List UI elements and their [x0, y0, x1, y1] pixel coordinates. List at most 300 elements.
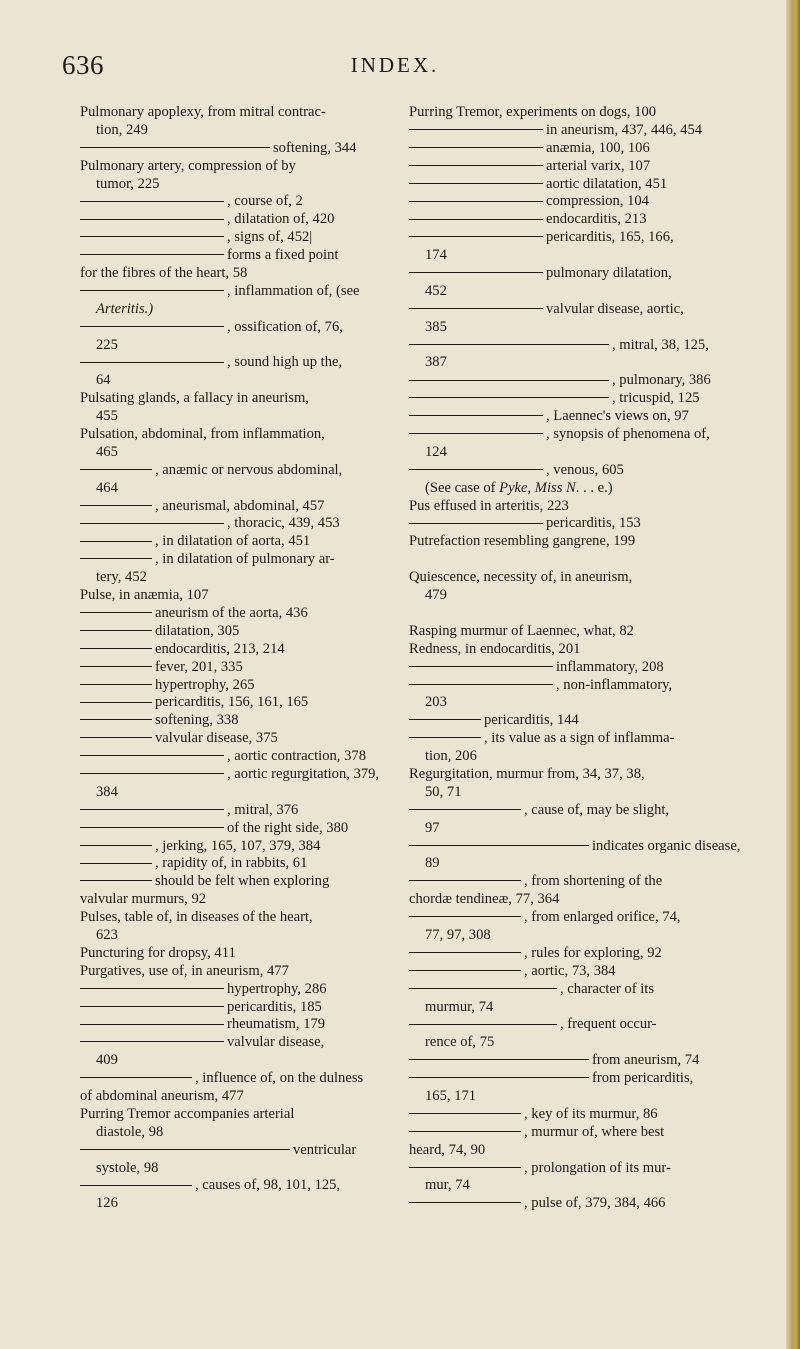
- entry-text: from aneurism, 74: [592, 1052, 700, 1069]
- index-entry-line: [80, 891, 387, 909]
- ditto-rule: [409, 845, 589, 846]
- index-entry-line: [409, 462, 721, 480]
- ditto-rule: [80, 1077, 192, 1078]
- entry-text: indicates organic disease,: [592, 837, 741, 854]
- index-entry-line: [80, 1016, 387, 1034]
- index-column-right: [409, 104, 741, 1213]
- index-entry-line: [80, 426, 387, 444]
- entry-text: , cause of, may be slight,: [524, 801, 670, 818]
- index-entry-line: [409, 1142, 721, 1160]
- index-entry-line: [409, 784, 721, 802]
- entry-text: Arteritis.): [96, 300, 154, 317]
- entry-text: 385: [425, 318, 447, 335]
- entry-text: 452: [425, 282, 447, 299]
- ditto-rule: [80, 630, 152, 631]
- index-entry-line: [80, 677, 387, 695]
- entry-text: 384: [96, 783, 118, 800]
- ditto-rule: [409, 147, 543, 148]
- index-entry-line: [409, 319, 721, 337]
- index-entry-line: [409, 140, 721, 158]
- entry-text: , aortic, 73, 384: [524, 962, 616, 979]
- entry-text: of the right side, 380: [227, 819, 349, 836]
- entry-text: , key of its murmur, 86: [524, 1105, 658, 1122]
- entry-text-tail: . . . e.): [575, 479, 613, 496]
- entry-text: , pulse of, 379, 384, 466: [524, 1195, 666, 1212]
- page-number: 636: [62, 50, 104, 80]
- entry-text: 89: [425, 855, 440, 872]
- index-entry-line: [80, 909, 387, 927]
- entry-text: , venous, 605: [546, 461, 624, 478]
- ditto-rule: [80, 523, 224, 524]
- ditto-rule: [409, 1024, 557, 1025]
- index-entry-line: [409, 498, 721, 516]
- entry-text: , aortic contraction, 378: [227, 748, 366, 765]
- index-entry-line: [409, 1088, 721, 1106]
- index-entry-line: [80, 211, 387, 229]
- index-entry-line: [409, 1160, 721, 1178]
- index-entry-line: [80, 372, 387, 390]
- entry-text: 623: [96, 926, 118, 943]
- ditto-rule: [409, 684, 553, 685]
- index-entry-line: [80, 1177, 387, 1195]
- entry-text: , ossification of, 76,: [227, 318, 343, 335]
- entry-text: 97: [425, 819, 440, 836]
- entry-text: Rasping murmur of Laennec, what, 82: [409, 622, 634, 639]
- index-entry-line: [80, 301, 387, 319]
- entry-text: rence of, 75: [425, 1034, 495, 1051]
- ditto-rule: [409, 1202, 521, 1203]
- index-entry-line: [409, 694, 721, 712]
- ditto-rule: [80, 845, 152, 846]
- ditto-rule: [80, 702, 152, 703]
- index-entry-line: [80, 498, 387, 516]
- index-entry-line: [409, 247, 721, 265]
- ditto-rule: [409, 970, 521, 971]
- ditto-rule: [409, 165, 543, 166]
- entry-text: pericarditis, 185: [227, 998, 322, 1015]
- index-entry-line: [409, 122, 721, 140]
- index-entry-line: [409, 712, 721, 730]
- entry-text: heard, 74, 90: [409, 1141, 486, 1158]
- index-entry-line: [409, 390, 721, 408]
- entry-text: , from enlarged orifice, 74,: [524, 909, 681, 926]
- index-entry-line: [409, 1052, 721, 1070]
- entry-text: , from shortening of the: [524, 873, 663, 890]
- page-header: [0, 40, 790, 88]
- index-entry-line: [80, 873, 387, 891]
- entry-text: chordæ tendineæ, 77, 364: [409, 891, 560, 908]
- ditto-rule: [80, 147, 270, 148]
- entry-text: , frequent occur-: [560, 1016, 657, 1033]
- entry-text: , non-inflammatory,: [556, 676, 673, 693]
- index-entry-line: [409, 766, 721, 784]
- entry-text: , in dilatation of pulmonary ar-: [155, 551, 335, 568]
- entry-text: Quiescence, necessity of, in aneurism,: [409, 569, 633, 586]
- index-entry-line: [80, 1106, 387, 1124]
- entry-text: tumor, 225: [96, 175, 160, 192]
- index-entry-line: [80, 444, 387, 462]
- ditto-rule: [409, 201, 543, 202]
- ditto-rule: [80, 236, 224, 237]
- index-entry-line: [409, 855, 721, 873]
- entry-text: 174: [425, 247, 447, 264]
- index-entry-line: [80, 641, 387, 659]
- entry-text: Putrefaction resembling gangrene, 199: [409, 533, 636, 550]
- index-entry-line: [80, 247, 387, 265]
- entry-text: of abdominal aneurism, 477: [80, 1087, 244, 1104]
- entry-text: , sound high up the,: [227, 354, 343, 371]
- entry-text: , rules for exploring, 92: [524, 944, 662, 961]
- index-entry-line: [80, 551, 387, 569]
- index-entry-line: [80, 730, 387, 748]
- ditto-rule: [409, 916, 521, 917]
- index-entry-line: [409, 981, 721, 999]
- index-entry-line: [409, 533, 721, 551]
- index-entry-line: [409, 1070, 721, 1088]
- index-entry-line: [80, 766, 387, 784]
- ditto-rule: [80, 1024, 224, 1025]
- index-entry-line: [409, 891, 721, 909]
- entry-text: pericarditis, 165, 166,: [546, 229, 674, 246]
- entry-text: 465: [96, 443, 118, 460]
- entry-text: Pulses, table of, in diseases of the heart,: [80, 909, 313, 926]
- entry-text: valvular disease, aortic,: [546, 300, 684, 317]
- ditto-rule: [80, 827, 224, 828]
- entry-text: hypertrophy, 286: [227, 980, 327, 997]
- index-entry-line: [80, 838, 387, 856]
- ditto-rule: [80, 880, 152, 881]
- index-entry-line: [409, 229, 721, 247]
- entry-text: , causes of, 98, 101, 125,: [195, 1177, 341, 1194]
- index-entry-line: [80, 462, 387, 480]
- index-entry-line: [80, 408, 387, 426]
- entry-text: , dilatation of, 420: [227, 211, 335, 228]
- index-entry-line: [409, 677, 721, 695]
- index-entry-line: [409, 283, 721, 301]
- index-entry-line: [409, 193, 721, 211]
- ditto-rule: [80, 290, 224, 291]
- entry-text: (See case of: [425, 479, 500, 496]
- ditto-rule: [409, 523, 543, 524]
- entry-text: endocarditis, 213, 214: [155, 640, 285, 657]
- entry-text: 203: [425, 694, 447, 711]
- index-entry-line: [409, 354, 721, 372]
- entry-text: 77, 97, 308: [425, 926, 491, 943]
- ditto-rule: [80, 666, 152, 667]
- index-entry-line: [80, 122, 387, 140]
- index-entry-line: [80, 927, 387, 945]
- entry-text: Purring Tremor accompanies arterial: [80, 1105, 295, 1122]
- entry-text: , aortic regurgitation, 379,: [227, 765, 380, 782]
- ditto-rule: [80, 254, 224, 255]
- entry-text: for the fibres of the heart, 58: [80, 265, 248, 282]
- ditto-rule: [409, 415, 543, 416]
- entry-text: pericarditis, 144: [484, 712, 579, 729]
- index-entry-line: [80, 193, 387, 211]
- index-entry-line: [409, 837, 741, 856]
- index-entry-line: [80, 1070, 387, 1088]
- entry-text: mur, 74: [425, 1177, 470, 1194]
- index-entry-line: [409, 372, 721, 390]
- index-entry-line: [409, 265, 721, 283]
- ditto-rule: [80, 648, 152, 649]
- entry-text: pericarditis, 156, 161, 165: [155, 694, 309, 711]
- entry-text: , synopsis of phenomena of,: [546, 426, 710, 443]
- entry-text: 64: [96, 372, 111, 389]
- entry-text: Pulse, in anæmia, 107: [80, 587, 209, 604]
- entry-text: , in dilatation of aorta, 451: [155, 533, 311, 550]
- ditto-rule: [80, 773, 224, 774]
- entry-text: diastole, 98: [96, 1123, 164, 1140]
- ditto-rule: [80, 684, 152, 685]
- index-entry-line: [409, 659, 721, 677]
- entry-text: 165, 171: [425, 1087, 477, 1104]
- entry-text: 479: [425, 587, 447, 604]
- ditto-rule: [409, 469, 543, 470]
- index-entry-line: [409, 623, 721, 641]
- ditto-rule: [409, 219, 543, 220]
- ditto-rule: [80, 612, 152, 613]
- index-entry-line: [80, 265, 387, 283]
- index-entry-line: [80, 999, 387, 1017]
- ditto-rule: [80, 755, 224, 756]
- entry-text: , aneurismal, abdominal, 457: [155, 497, 325, 514]
- entry-text: 50, 71: [425, 783, 462, 800]
- index-entry-line: [409, 480, 721, 498]
- ditto-rule: [409, 397, 609, 398]
- entry-text: 409: [96, 1052, 118, 1069]
- ditto-rule: [409, 433, 543, 434]
- entry-text: , prolongation of its mur-: [524, 1159, 671, 1176]
- index-entry-line: [409, 748, 721, 766]
- ditto-rule: [80, 219, 224, 220]
- entry-text: aneurism of the aorta, 436: [155, 604, 308, 621]
- index-entry-line: [80, 1124, 387, 1142]
- ditto-rule: [80, 737, 152, 738]
- entry-text: 455: [96, 408, 118, 425]
- entry-text: should be felt when exploring: [155, 873, 330, 890]
- entry-text: softening, 344: [273, 139, 357, 156]
- entry-text: tery, 452: [96, 569, 147, 586]
- index-entry-line: [409, 1195, 721, 1213]
- entry-text: , rapidity of, in rabbits, 61: [155, 855, 308, 872]
- entry-text: inflammatory, 208: [556, 658, 664, 675]
- ditto-rule: [80, 558, 152, 559]
- entry-text: Regurgitation, murmur from, 34, 37, 38,: [409, 765, 645, 782]
- index-entry-line: [80, 1195, 387, 1213]
- index-entry-line: [409, 802, 721, 820]
- index-entry-line: [409, 444, 721, 462]
- entry-text: in aneurism, 437, 446, 454: [546, 121, 703, 138]
- index-entry-line: [409, 641, 721, 659]
- entry-text: valvular murmurs, 92: [80, 891, 207, 908]
- index-entry-line: [80, 712, 387, 730]
- entry-text: compression, 104: [546, 193, 649, 210]
- entry-text: Pus effused in arteritis, 223: [409, 497, 569, 514]
- ditto-rule: [409, 880, 521, 881]
- index-entry-line: [80, 533, 387, 551]
- index-entry-line: [80, 855, 387, 873]
- ditto-rule: [409, 952, 521, 953]
- entry-text: dilatation, 305: [155, 622, 240, 639]
- entry-text: Pulmonary artery, compression of by: [80, 157, 296, 174]
- index-entry-line: [80, 283, 387, 301]
- entry-text: anæmia, 100, 106: [546, 139, 650, 156]
- index-entry-line: [80, 515, 387, 533]
- index-entry-line: [80, 1088, 387, 1106]
- index-entry-line: [80, 104, 387, 122]
- entry-text: , jerking, 165, 107, 379, 384: [155, 837, 321, 854]
- index-entry-line: [80, 390, 387, 408]
- ditto-rule: [409, 1077, 589, 1078]
- index-entry-line: [80, 963, 387, 981]
- index-entry-line: [409, 211, 721, 229]
- ditto-rule: [80, 541, 152, 542]
- index-entry-line: [409, 551, 721, 569]
- ditto-rule: [409, 737, 481, 738]
- ditto-rule: [409, 666, 553, 667]
- index-entry-line: [409, 730, 721, 748]
- entry-text: , signs of, 452|: [227, 229, 313, 246]
- index-entry-line: [409, 873, 721, 891]
- index-entry-line: [409, 1124, 721, 1142]
- ditto-rule: [409, 809, 521, 810]
- index-entry-line: [80, 140, 387, 158]
- entry-text: rheumatism, 179: [227, 1016, 326, 1033]
- index-entry-line: [80, 176, 387, 194]
- index-entry-line: [409, 104, 721, 122]
- entry-text: murmur, 74: [425, 998, 494, 1015]
- ditto-rule: [409, 236, 543, 237]
- index-entry-line: [80, 605, 387, 623]
- index-entry-line: [80, 1142, 387, 1160]
- entry-text: , murmur of, where best: [524, 1123, 665, 1140]
- ditto-rule: [80, 201, 224, 202]
- index-entry-line: [409, 158, 721, 176]
- entry-text: tion, 249: [96, 121, 148, 138]
- index-entry-line: [80, 694, 387, 712]
- entry-text: pericarditis, 153: [546, 515, 641, 532]
- ditto-rule: [80, 1149, 290, 1150]
- ditto-rule: [80, 1006, 224, 1007]
- entry-text: softening, 338: [155, 712, 239, 729]
- index-entry-line: [80, 587, 387, 605]
- entry-text: arterial varix, 107: [546, 157, 651, 174]
- entry-text: Pulsating glands, a fallacy in aneurism,: [80, 390, 309, 407]
- ditto-rule: [80, 809, 224, 810]
- entry-text: 126: [96, 1195, 118, 1212]
- index-entry-line: [409, 587, 721, 605]
- index-entry-line: [80, 569, 387, 587]
- index-entry-line: [409, 927, 721, 945]
- entry-text: Purring Tremor, experiments on dogs, 100: [409, 104, 657, 120]
- index-entry-line: [409, 909, 721, 927]
- entry-text: 225: [96, 336, 118, 353]
- index-entry-line: [409, 1177, 721, 1195]
- entry-text: systole, 98: [96, 1159, 159, 1176]
- index-column-left: [80, 104, 387, 1213]
- index-entry-line: [80, 354, 387, 372]
- index-entry-line: [409, 820, 721, 838]
- index-entry-line: [80, 1052, 387, 1070]
- index-entry-line: [409, 426, 721, 444]
- entry-text: aortic dilatation, 451: [546, 175, 668, 192]
- ditto-rule: [80, 1041, 224, 1042]
- index-entry-line: [80, 337, 387, 355]
- entry-text: from pericarditis,: [592, 1070, 694, 1087]
- ditto-rule: [80, 719, 152, 720]
- index-entry-line: [409, 408, 721, 426]
- entry-text-italic: Pyke, Miss N: [499, 479, 576, 496]
- entry-text: , mitral, 376: [227, 801, 299, 818]
- index-entry-line: [80, 229, 387, 247]
- ditto-rule: [80, 505, 152, 506]
- entry-text: valvular disease, 375: [155, 730, 278, 747]
- index-entry-line: [409, 963, 721, 981]
- entry-text: , pulmonary, 386: [612, 372, 711, 389]
- index-entry-line: [80, 802, 387, 820]
- index-entry-line: [409, 1106, 721, 1124]
- ditto-rule: [80, 362, 224, 363]
- ditto-rule: [409, 1167, 521, 1168]
- index-entry-line: [80, 945, 387, 963]
- page-edge: [786, 0, 800, 1349]
- ditto-rule: [409, 380, 609, 381]
- index-entry-line: [409, 176, 721, 194]
- ditto-rule: [409, 1131, 521, 1132]
- ditto-rule: [409, 988, 557, 989]
- index-entry-line: [409, 301, 721, 319]
- entry-text: Purgatives, use of, in aneurism, 477: [80, 962, 289, 979]
- entry-text: ventricular: [293, 1141, 357, 1158]
- index-entry-line: [80, 659, 387, 677]
- index-entry-line: [409, 515, 721, 533]
- entry-text: valvular disease,: [227, 1034, 325, 1051]
- entry-text: hypertrophy, 265: [155, 676, 255, 693]
- index-entry-line: [80, 748, 387, 766]
- entry-text: , thoracic, 439, 453: [227, 515, 340, 532]
- entry-text: Puncturing for dropsy, 411: [80, 944, 236, 961]
- ditto-rule: [409, 344, 609, 345]
- ditto-rule: [409, 308, 543, 309]
- index-entry-line: [80, 1160, 387, 1178]
- index-entry-line: [80, 784, 387, 802]
- ditto-rule: [80, 863, 152, 864]
- index-entry-line: [80, 820, 387, 838]
- page-title: INDEX.: [350, 53, 440, 77]
- entry-text: forms a fixed point: [227, 247, 339, 264]
- entry-text: Pulmonary apoplexy, from mitral contrac-: [80, 104, 326, 120]
- entry-text: endocarditis, 213: [546, 211, 647, 228]
- ditto-rule: [409, 719, 481, 720]
- entry-text: fever, 201, 335: [155, 658, 243, 675]
- ditto-rule: [80, 469, 152, 470]
- index-entry-line: [409, 1034, 721, 1052]
- entry-text: , tricuspid, 125: [612, 390, 700, 407]
- index-entry-line: [409, 337, 721, 355]
- index-entry-line: [409, 1016, 721, 1034]
- entry-text: , Laennec's views on, 97: [546, 408, 689, 425]
- entry-text: , inflammation of, (see: [227, 282, 360, 299]
- index-entry-line: [80, 981, 387, 999]
- index-entry-line: [409, 605, 721, 623]
- ditto-rule: [409, 272, 543, 273]
- index-entry-line: [409, 945, 721, 963]
- entry-text: , its value as a sign of inflamma-: [484, 730, 675, 747]
- entry-text: tion, 206: [425, 748, 477, 765]
- ditto-rule: [409, 1059, 589, 1060]
- entry-text: 464: [96, 479, 118, 496]
